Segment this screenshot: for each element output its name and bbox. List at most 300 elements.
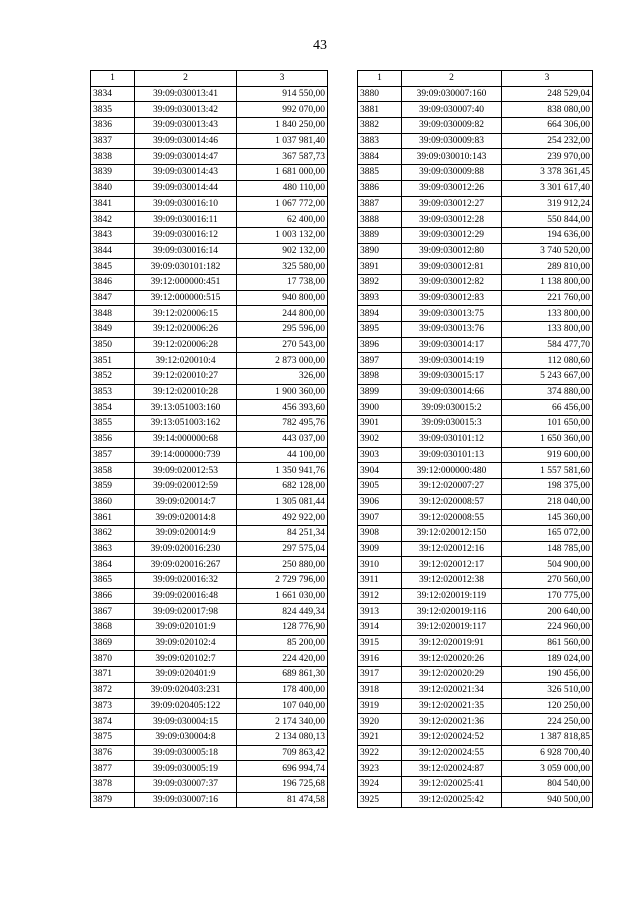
table-row [358, 745, 593, 761]
value-cell: 295 596,00 [237, 322, 328, 338]
row-number: 3885 [358, 165, 402, 181]
row-number: 3881 [358, 102, 402, 118]
cadastral-number: 39:09:030015:17 [402, 369, 502, 385]
cadastral-number: 39:09:020017:98 [135, 604, 237, 620]
cadastral-number: 39:09:030012:81 [402, 259, 502, 275]
cadastral-number: 39:12:020012:150 [402, 525, 502, 541]
value-cell: 270 560,00 [502, 573, 593, 589]
row-number: 3867 [91, 604, 135, 620]
right-table [357, 70, 593, 808]
cadastral-number: 39:09:020012:53 [135, 463, 237, 479]
cadastral-number: 39:09:030013:43 [135, 118, 237, 134]
row-number: 3864 [91, 557, 135, 573]
table-row [91, 369, 328, 385]
table-row [91, 620, 328, 636]
table-row [358, 322, 593, 338]
table-row [358, 651, 593, 667]
row-number: 3886 [358, 180, 402, 196]
cadastral-number: 39:14:000000:739 [135, 447, 237, 463]
value-cell: 289 810,00 [502, 259, 593, 275]
table-row [91, 322, 328, 338]
table-row [91, 416, 328, 432]
row-number: 3913 [358, 604, 402, 620]
row-number: 3849 [91, 322, 135, 338]
table-row [91, 494, 328, 510]
row-number: 3839 [91, 165, 135, 181]
cadastral-number: 39:09:020012:59 [135, 478, 237, 494]
cadastral-number: 39:09:020401:9 [135, 667, 237, 683]
table-row [358, 588, 593, 604]
value-cell: 221 760,00 [502, 290, 593, 306]
row-number: 3918 [358, 682, 402, 698]
value-cell: 1 650 360,00 [502, 431, 593, 447]
row-number: 3924 [358, 776, 402, 792]
cadastral-number: 39:09:030012:28 [402, 212, 502, 228]
value-cell: 44 100,00 [237, 447, 328, 463]
row-number: 3838 [91, 149, 135, 165]
row-number: 3914 [358, 620, 402, 636]
table-row [358, 573, 593, 589]
table-row [91, 635, 328, 651]
table-row [91, 86, 328, 102]
cadastral-number: 39:09:030012:83 [402, 290, 502, 306]
row-number: 3888 [358, 212, 402, 228]
cadastral-number: 39:09:020403:231 [135, 682, 237, 698]
table-row [358, 620, 593, 636]
row-number: 3869 [91, 635, 135, 651]
row-number: 3897 [358, 353, 402, 369]
value-cell: 165 072,00 [502, 525, 593, 541]
value-cell: 480 110,00 [237, 180, 328, 196]
value-cell: 804 540,00 [502, 776, 593, 792]
table-row [358, 212, 593, 228]
value-cell: 84 251,34 [237, 525, 328, 541]
value-cell: 1 305 081,44 [237, 494, 328, 510]
cadastral-number: 39:09:030009:88 [402, 165, 502, 181]
row-number: 3872 [91, 682, 135, 698]
row-number: 3883 [358, 133, 402, 149]
value-cell: 224 250,00 [502, 714, 593, 730]
cadastral-number: 39:09:020016:230 [135, 541, 237, 557]
row-number: 3853 [91, 384, 135, 400]
table-row [91, 729, 328, 745]
row-number: 3907 [358, 510, 402, 526]
value-cell: 664 306,00 [502, 118, 593, 134]
cadastral-number: 39:09:030013:41 [135, 86, 237, 102]
row-number: 3925 [358, 792, 402, 808]
value-cell: 696 994,74 [237, 761, 328, 777]
value-cell: 190 456,00 [502, 667, 593, 683]
cadastral-number: 39:12:020012:17 [402, 557, 502, 573]
value-cell: 17 738,00 [237, 274, 328, 290]
table-row [358, 133, 593, 149]
row-number: 3846 [91, 274, 135, 290]
cadastral-number: 39:09:030014:47 [135, 149, 237, 165]
cadastral-number: 39:09:020014:9 [135, 525, 237, 541]
row-number: 3898 [358, 369, 402, 385]
row-number: 3906 [358, 494, 402, 510]
table-row [358, 400, 593, 416]
table-row [358, 416, 593, 432]
table-row [358, 463, 593, 479]
table-row [91, 682, 328, 698]
row-number: 3847 [91, 290, 135, 306]
table-row [358, 86, 593, 102]
cadastral-number: 39:12:020021:35 [402, 698, 502, 714]
row-number: 3843 [91, 227, 135, 243]
value-cell: 1 067 772,00 [237, 196, 328, 212]
table-row [91, 337, 328, 353]
row-number: 3903 [358, 447, 402, 463]
table-row [358, 541, 593, 557]
row-number: 3900 [358, 400, 402, 416]
row-number: 3871 [91, 667, 135, 683]
cadastral-number: 39:12:020010:4 [135, 353, 237, 369]
header-row [358, 71, 593, 87]
row-number: 3911 [358, 573, 402, 589]
cadastral-number: 39:09:020016:267 [135, 557, 237, 573]
cadastral-number: 39:09:030016:12 [135, 227, 237, 243]
row-number: 3856 [91, 431, 135, 447]
value-cell: 919 600,00 [502, 447, 593, 463]
value-cell: 5 243 667,00 [502, 369, 593, 385]
value-cell: 1 681 000,00 [237, 165, 328, 181]
cadastral-number: 39:09:030014:19 [402, 353, 502, 369]
table-row [91, 776, 328, 792]
value-cell: 297 575,04 [237, 541, 328, 557]
row-number: 3877 [91, 761, 135, 777]
table-row [91, 400, 328, 416]
value-cell: 120 250,00 [502, 698, 593, 714]
table-row [91, 102, 328, 118]
value-cell: 325 580,00 [237, 259, 328, 275]
row-number: 3844 [91, 243, 135, 259]
row-number: 3876 [91, 745, 135, 761]
row-number: 3879 [91, 792, 135, 808]
row-number: 3837 [91, 133, 135, 149]
table-row [91, 714, 328, 730]
value-cell: 2 174 340,00 [237, 714, 328, 730]
table-row [358, 557, 593, 573]
value-cell: 66 456,00 [502, 400, 593, 416]
row-number: 3893 [358, 290, 402, 306]
table-row [358, 792, 593, 808]
row-number: 3848 [91, 306, 135, 322]
value-cell: 62 400,00 [237, 212, 328, 228]
row-number: 3896 [358, 337, 402, 353]
table-row [358, 227, 593, 243]
header-row [91, 71, 328, 87]
cadastral-number: 39:09:030004:15 [135, 714, 237, 730]
cadastral-number: 39:12:020020:26 [402, 651, 502, 667]
row-number: 3834 [91, 86, 135, 102]
table-row [358, 729, 593, 745]
row-number: 3873 [91, 698, 135, 714]
row-number: 3854 [91, 400, 135, 416]
value-cell: 1 900 360,00 [237, 384, 328, 400]
cadastral-number: 39:09:030007:37 [135, 776, 237, 792]
table-row [91, 290, 328, 306]
cadastral-number: 39:09:030012:80 [402, 243, 502, 259]
table-row [91, 573, 328, 589]
cadastral-number: 39:09:030014:17 [402, 337, 502, 353]
table-row [91, 243, 328, 259]
table-row [91, 447, 328, 463]
value-cell: 248 529,04 [502, 86, 593, 102]
table-row [91, 792, 328, 808]
cadastral-number: 39:09:020014:8 [135, 510, 237, 526]
value-cell: 824 449,34 [237, 604, 328, 620]
value-cell: 319 912,24 [502, 196, 593, 212]
row-number: 3861 [91, 510, 135, 526]
value-cell: 200 640,00 [502, 604, 593, 620]
cadastral-number: 39:12:020008:57 [402, 494, 502, 510]
table-row [91, 510, 328, 526]
cadastral-number: 39:09:020101:9 [135, 620, 237, 636]
value-cell: 838 080,00 [502, 102, 593, 118]
row-number: 3842 [91, 212, 135, 228]
cadastral-number: 39:09:030014:44 [135, 180, 237, 196]
table-row [91, 133, 328, 149]
row-number: 3909 [358, 541, 402, 557]
cadastral-number: 39:12:020007:27 [402, 478, 502, 494]
value-cell: 196 725,68 [237, 776, 328, 792]
row-number: 3904 [358, 463, 402, 479]
table-row [358, 494, 593, 510]
cadastral-number: 39:09:030012:82 [402, 274, 502, 290]
value-cell: 504 900,00 [502, 557, 593, 573]
row-number: 3917 [358, 667, 402, 683]
value-cell: 194 636,00 [502, 227, 593, 243]
table-row [358, 510, 593, 526]
row-number: 3916 [358, 651, 402, 667]
value-cell: 443 037,00 [237, 431, 328, 447]
table-row [91, 384, 328, 400]
row-number: 3890 [358, 243, 402, 259]
row-number: 3836 [91, 118, 135, 134]
table-row [358, 149, 593, 165]
cadastral-number: 39:09:030016:11 [135, 212, 237, 228]
table-row [358, 682, 593, 698]
value-cell: 689 861,30 [237, 667, 328, 683]
row-number: 3850 [91, 337, 135, 353]
value-cell: 128 776,90 [237, 620, 328, 636]
cadastral-number: 39:09:020016:32 [135, 573, 237, 589]
value-cell: 270 543,00 [237, 337, 328, 353]
cadastral-number: 39:09:030004:8 [135, 729, 237, 745]
table-row [358, 478, 593, 494]
cadastral-number: 39:09:020102:7 [135, 651, 237, 667]
table-row [91, 180, 328, 196]
row-number: 3875 [91, 729, 135, 745]
value-cell: 101 650,00 [502, 416, 593, 432]
value-cell: 81 474,58 [237, 792, 328, 808]
value-cell: 367 587,73 [237, 149, 328, 165]
value-cell: 244 800,00 [237, 306, 328, 322]
cadastral-number: 39:09:030014:66 [402, 384, 502, 400]
table-row [358, 337, 593, 353]
table-row [91, 227, 328, 243]
value-cell: 1 557 581,60 [502, 463, 593, 479]
column-header-1: 1 [91, 71, 135, 87]
row-number: 3887 [358, 196, 402, 212]
value-cell: 940 500,00 [502, 792, 593, 808]
value-cell: 2 729 796,00 [237, 573, 328, 589]
row-number: 3857 [91, 447, 135, 463]
cadastral-number: 39:12:000000:515 [135, 290, 237, 306]
value-cell: 782 495,76 [237, 416, 328, 432]
cadastral-number: 39:12:020021:34 [402, 682, 502, 698]
row-number: 3908 [358, 525, 402, 541]
row-number: 3870 [91, 651, 135, 667]
table-row [358, 196, 593, 212]
cadastral-number: 39:09:030012:26 [402, 180, 502, 196]
cadastral-number: 39:12:020024:55 [402, 745, 502, 761]
table-row [91, 306, 328, 322]
table-row [91, 118, 328, 134]
value-cell: 709 863,42 [237, 745, 328, 761]
value-cell: 239 970,00 [502, 149, 593, 165]
table-row [358, 604, 593, 620]
table-row [91, 165, 328, 181]
cadastral-number: 39:09:030014:46 [135, 133, 237, 149]
cadastral-number: 39:09:030009:83 [402, 133, 502, 149]
cadastral-number: 39:12:020006:26 [135, 322, 237, 338]
value-cell: 198 375,00 [502, 478, 593, 494]
value-cell: 6 928 700,40 [502, 745, 593, 761]
row-number: 3889 [358, 227, 402, 243]
cadastral-number: 39:13:051003:162 [135, 416, 237, 432]
column-header-2: 2 [402, 71, 502, 87]
value-cell: 3 740 520,00 [502, 243, 593, 259]
cadastral-number: 39:13:051003:160 [135, 400, 237, 416]
table-row [358, 353, 593, 369]
row-number: 3865 [91, 573, 135, 589]
row-number: 3915 [358, 635, 402, 651]
cadastral-number: 39:09:030015:2 [402, 400, 502, 416]
table-row [358, 525, 593, 541]
cadastral-number: 39:09:030005:19 [135, 761, 237, 777]
cadastral-number: 39:12:020010:27 [135, 369, 237, 385]
row-number: 3894 [358, 306, 402, 322]
value-cell: 914 550,00 [237, 86, 328, 102]
value-cell: 1 387 818,85 [502, 729, 593, 745]
row-number: 3852 [91, 369, 135, 385]
value-cell: 224 420,00 [237, 651, 328, 667]
cadastral-number: 39:12:020024:52 [402, 729, 502, 745]
column-header-3: 3 [237, 71, 328, 87]
cadastral-number: 39:09:030012:29 [402, 227, 502, 243]
page-number: 43 [313, 38, 327, 53]
row-number: 3858 [91, 463, 135, 479]
cadastral-number: 39:09:030013:42 [135, 102, 237, 118]
table-row [91, 557, 328, 573]
table-row [91, 431, 328, 447]
table-row [358, 118, 593, 134]
table-row [358, 165, 593, 181]
row-number: 3859 [91, 478, 135, 494]
left-table [90, 70, 328, 808]
table-row [358, 431, 593, 447]
table-row [358, 384, 593, 400]
row-number: 3862 [91, 525, 135, 541]
table-row [91, 274, 328, 290]
row-number: 3902 [358, 431, 402, 447]
cadastral-number: 39:12:020012:38 [402, 573, 502, 589]
value-cell: 3 059 000,00 [502, 761, 593, 777]
value-cell: 326,00 [237, 369, 328, 385]
table-row [358, 698, 593, 714]
cadastral-number: 39:09:030016:14 [135, 243, 237, 259]
value-cell: 107 040,00 [237, 698, 328, 714]
cadastral-number: 39:09:030005:18 [135, 745, 237, 761]
row-number: 3882 [358, 118, 402, 134]
table-row [358, 180, 593, 196]
cadastral-number: 39:12:020010:28 [135, 384, 237, 400]
row-number: 3841 [91, 196, 135, 212]
value-cell: 1 661 030,00 [237, 588, 328, 604]
value-cell: 2 134 080,13 [237, 729, 328, 745]
table-row [91, 588, 328, 604]
value-cell: 170 775,00 [502, 588, 593, 604]
value-cell: 133 800,00 [502, 322, 593, 338]
row-number: 3840 [91, 180, 135, 196]
cadastral-number: 39:09:030013:76 [402, 322, 502, 338]
row-number: 3910 [358, 557, 402, 573]
cadastral-number: 39:12:020025:41 [402, 776, 502, 792]
table-row [91, 463, 328, 479]
row-number: 3920 [358, 714, 402, 730]
value-cell: 1 138 800,00 [502, 274, 593, 290]
cadastral-number: 39:09:020405:122 [135, 698, 237, 714]
row-number: 3905 [358, 478, 402, 494]
table-row [358, 369, 593, 385]
row-number: 3892 [358, 274, 402, 290]
value-cell: 3 378 361,45 [502, 165, 593, 181]
table-row [358, 306, 593, 322]
table-row [358, 290, 593, 306]
cadastral-number: 39:12:020019:117 [402, 620, 502, 636]
row-number: 3855 [91, 416, 135, 432]
cadastral-number: 39:12:020021:36 [402, 714, 502, 730]
column-header-3: 3 [502, 71, 593, 87]
table-row [91, 667, 328, 683]
cadastral-number: 39:14:000000:68 [135, 431, 237, 447]
column-header-2: 2 [135, 71, 237, 87]
cadastral-number: 39:09:030014:43 [135, 165, 237, 181]
table-row [91, 761, 328, 777]
cadastral-number: 39:12:020006:28 [135, 337, 237, 353]
table-row [358, 667, 593, 683]
value-cell: 456 393,60 [237, 400, 328, 416]
table-row [91, 149, 328, 165]
value-cell: 902 132,00 [237, 243, 328, 259]
value-cell: 1 037 981,40 [237, 133, 328, 149]
table-row [91, 525, 328, 541]
table-row [358, 274, 593, 290]
cadastral-number: 39:12:020008:55 [402, 510, 502, 526]
value-cell: 3 301 617,40 [502, 180, 593, 196]
value-cell: 584 477,70 [502, 337, 593, 353]
value-cell: 1 350 941,76 [237, 463, 328, 479]
table-row [91, 478, 328, 494]
table-row [91, 604, 328, 620]
row-number: 3891 [358, 259, 402, 275]
cadastral-number: 39:09:030007:16 [135, 792, 237, 808]
row-number: 3878 [91, 776, 135, 792]
row-number: 3866 [91, 588, 135, 604]
value-cell: 2 873 000,00 [237, 353, 328, 369]
